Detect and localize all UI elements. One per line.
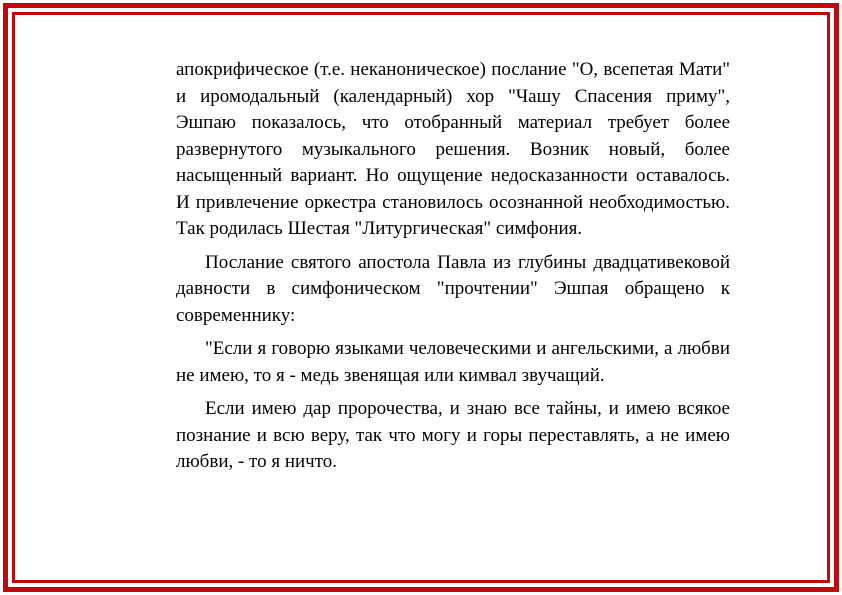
document-body — [176, 57, 730, 483]
paragraph-quote-2: Если имею дар пророчества, и знаю все тайны, и имею всякое познание и всю веру, так что могу и горы переставлять, а не имею любви, - то я ничто. — [176, 398, 730, 472]
paragraph-continuation: апокрифическое (т.е. неканоническое) послание "О, всепетая Мати" и иромодальный (календарный) хор "Чашу Спасения приму", Эшпаю показалось, что отобранный материал требует более развернутого музыкального решения. Возник новый, более насыщенный вариант. Но ощущение недосказанности оставалось. И привлечение оркестра становилось осознанной необходимостью. Так родилась Шестая "Литургическая" симфония. — [176, 59, 730, 239]
paragraph-quote-1: "Если я говорю языками человеческими и ангельскими, а любви не имею, то я - медь звенящая или кимвал звучащий. — [176, 338, 730, 386]
paragraph-epistle-intro: Послание святого апостола Павла из глубины двадцативековой давности в симфоническом "прочтении" Эшпая обращено к современнику: — [176, 251, 730, 326]
